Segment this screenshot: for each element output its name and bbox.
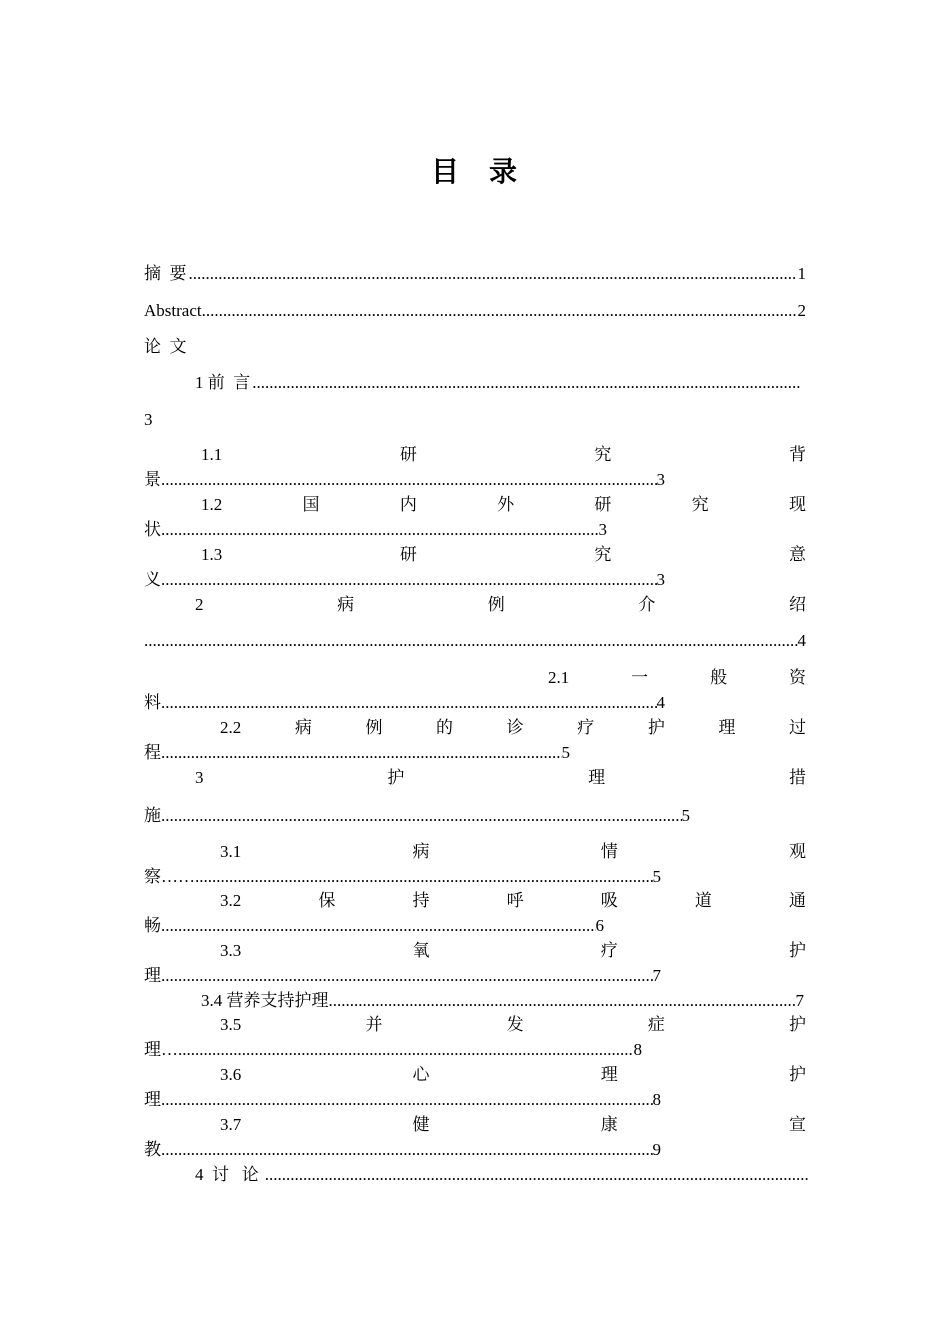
toc-entry-2[interactable]: [195, 594, 806, 616]
toc-char: 研: [594, 495, 612, 514]
toc-entry-1-1[interactable]: [201, 444, 806, 466]
toc-char: 内: [399, 495, 417, 514]
toc-char: 介: [638, 595, 656, 614]
toc-char: 究: [594, 545, 612, 564]
toc-page: 5: [652, 867, 661, 886]
toc-page: 5: [681, 806, 690, 825]
dot-leader: [161, 915, 596, 937]
toc-char: 过: [789, 718, 806, 737]
toc-char: 外: [497, 495, 515, 514]
toc-entry-3-5[interactable]: [220, 1014, 806, 1036]
toc-char: 义: [144, 570, 161, 589]
toc-char: 护: [647, 718, 665, 737]
toc-page: 7: [795, 991, 804, 1010]
toc-char: 资: [788, 668, 806, 687]
toc-char: 疗: [577, 718, 595, 737]
toc-char: 现: [788, 495, 806, 514]
toc-entry-3[interactable]: [195, 767, 806, 789]
toc-entry-2-2[interactable]: [220, 717, 806, 739]
toc-char: 持: [412, 891, 430, 910]
toc-char: 通: [789, 891, 806, 910]
dot-leader: [161, 519, 599, 541]
toc-char: 诊: [506, 718, 524, 737]
toc-entry-3-3[interactable]: [220, 940, 806, 962]
toc-entry-3-2-cont[interactable]: [144, 915, 604, 937]
title-char: 目: [430, 155, 461, 188]
toc-char: 护: [789, 941, 806, 960]
toc-char: 护: [387, 768, 405, 787]
toc-char: 料: [144, 693, 161, 712]
toc-page: 5: [561, 743, 570, 762]
toc-char: 究: [594, 445, 612, 464]
toc-entry-1-2[interactable]: [201, 494, 806, 516]
toc-char: 护: [789, 1015, 806, 1034]
toc-char: 施: [144, 806, 161, 825]
dot-leader: [161, 1089, 653, 1111]
dot-leader: [189, 263, 796, 285]
toc-label: Abstract: [144, 301, 202, 320]
toc-page: 2: [797, 301, 806, 320]
toc-num: 2: [195, 595, 204, 614]
dot-leader: [144, 630, 798, 652]
toc-char: 背: [788, 445, 806, 464]
toc-char: 呼: [506, 891, 524, 910]
toc-entry-1-1-cont[interactable]: [144, 469, 665, 491]
toc-num: 3.3: [220, 941, 242, 960]
toc-page: 6: [595, 916, 604, 935]
toc-char: 研: [399, 445, 417, 464]
toc-entry-paper[interactable]: [144, 336, 187, 358]
toc-num: 1.3: [201, 545, 223, 564]
toc-char: 一: [631, 668, 649, 687]
toc-page: 9: [652, 1140, 661, 1159]
toc-char: 理…: [144, 1040, 178, 1059]
toc-num: 1.2: [201, 495, 223, 514]
toc-entry-4[interactable]: [195, 1164, 811, 1186]
toc-char: 畅: [144, 916, 161, 935]
toc-char: 研: [399, 545, 417, 564]
toc-label: 3.4 营养支持护理: [201, 991, 329, 1010]
toc-entry-1-3[interactable]: [201, 544, 806, 566]
toc-page: 3: [656, 470, 665, 489]
toc-char: 理: [718, 718, 736, 737]
toc-char: 疗: [600, 941, 618, 960]
toc-char: 病: [337, 595, 355, 614]
toc-entry-3-7[interactable]: [220, 1114, 806, 1136]
toc-char: 状: [144, 520, 161, 539]
toc-char: 护: [789, 1065, 806, 1084]
toc-num: 3: [195, 768, 204, 787]
toc-page-1: 3: [144, 410, 153, 429]
toc-label: 4 讨 论: [195, 1165, 259, 1184]
toc-entry-3-6[interactable]: [220, 1064, 806, 1086]
toc-char: 观: [789, 842, 806, 861]
toc-char: 国: [302, 495, 320, 514]
toc-page: 3: [656, 570, 665, 589]
toc-char: 保: [318, 891, 336, 910]
dot-leader: [252, 372, 801, 394]
dot-leader: [161, 1139, 653, 1161]
toc-entry-3-cont[interactable]: [144, 805, 690, 827]
dot-leader: [161, 469, 657, 491]
toc-char: 景: [144, 470, 161, 489]
toc-entry-3-6-cont[interactable]: [144, 1089, 661, 1111]
toc-char: 教: [144, 1140, 161, 1159]
toc-char: 理: [144, 1090, 161, 1109]
toc-entry-3-7-cont[interactable]: [144, 1139, 661, 1161]
toc-label: 1 前 言: [195, 373, 251, 392]
toc-entry-2-2-cont[interactable]: [144, 742, 570, 764]
toc-char: 意: [788, 545, 806, 564]
toc-num: 3.5: [220, 1015, 242, 1034]
toc-char: 健: [412, 1115, 430, 1134]
toc-page: 1: [797, 264, 806, 283]
toc-char: 理: [144, 966, 161, 985]
dot-leader: [329, 990, 796, 1012]
toc-char: 康: [600, 1115, 618, 1134]
page-title: [0, 152, 950, 192]
toc-entry-3-1-cont[interactable]: [144, 866, 661, 888]
toc-entry-3-3-cont[interactable]: [144, 965, 661, 987]
toc-char: 理: [588, 768, 606, 787]
toc-entry-2-1-cont[interactable]: [144, 692, 665, 714]
toc-entry-1[interactable]: [195, 372, 803, 394]
toc-char: 宣: [789, 1115, 806, 1134]
toc-entry-3-2[interactable]: [220, 890, 806, 912]
toc-label: 摘 要: [144, 264, 187, 283]
toc-char: 察……: [144, 867, 195, 886]
toc-num: 1.1: [201, 445, 223, 464]
dot-leader: [178, 1039, 634, 1061]
toc-entry-abstract-en[interactable]: [144, 300, 806, 322]
title-char: 录: [489, 155, 520, 188]
toc-entry-abstract-cn[interactable]: [144, 263, 806, 285]
toc-num: 3.6: [220, 1065, 242, 1084]
toc-char: 情: [600, 842, 618, 861]
dot-leader: [161, 805, 682, 827]
toc-entry-3-4[interactable]: [201, 990, 804, 1012]
toc-char: 心: [412, 1065, 430, 1084]
toc-char: 病: [412, 842, 430, 861]
toc-char: 程: [144, 743, 161, 762]
toc-char: 吸: [600, 891, 618, 910]
dot-leader: [161, 965, 653, 987]
toc-num: 2.2: [220, 718, 242, 737]
toc-page: 8: [652, 1090, 661, 1109]
toc-char: 氧: [412, 941, 430, 960]
toc-page: 4: [797, 631, 806, 650]
toc-num: 3.7: [220, 1115, 242, 1134]
toc-label: 论 文: [144, 337, 187, 356]
toc-char: 的: [436, 718, 454, 737]
toc-char: 例: [487, 595, 505, 614]
dot-leader: [161, 742, 562, 764]
dot-leader: [265, 1164, 809, 1186]
toc-page: 3: [598, 520, 607, 539]
toc-num: 3.2: [220, 891, 242, 910]
toc-char: 究: [691, 495, 709, 514]
toc-entry-1-3-cont[interactable]: [144, 569, 665, 591]
dot-leader: [202, 300, 796, 322]
toc-char: 绍: [789, 595, 806, 614]
toc-char: 症: [647, 1015, 665, 1034]
toc-num: 3.1: [220, 842, 242, 861]
toc-num: 2.1: [548, 668, 570, 687]
toc-page: 8: [633, 1040, 642, 1059]
dot-leader: [195, 866, 653, 888]
toc-char: 道: [694, 891, 712, 910]
toc-entry-2-cont[interactable]: [144, 630, 806, 652]
toc-char: 例: [365, 718, 383, 737]
toc-char: 般: [710, 668, 728, 687]
toc-page: 4: [656, 693, 665, 712]
toc-char: 发: [506, 1015, 524, 1034]
toc-entry-1-2-cont[interactable]: [144, 519, 607, 541]
toc-char: 并: [365, 1015, 383, 1034]
toc-char: 病: [294, 718, 312, 737]
toc-entry-3-1[interactable]: [220, 841, 806, 863]
dot-leader: [161, 569, 657, 591]
toc-entry-2-1[interactable]: [548, 667, 806, 689]
toc-page: 7: [652, 966, 661, 985]
toc-char: 措: [788, 768, 806, 787]
toc-entry-3-5-cont[interactable]: [144, 1039, 642, 1061]
toc-char: 理: [600, 1065, 618, 1084]
dot-leader: [161, 692, 657, 714]
